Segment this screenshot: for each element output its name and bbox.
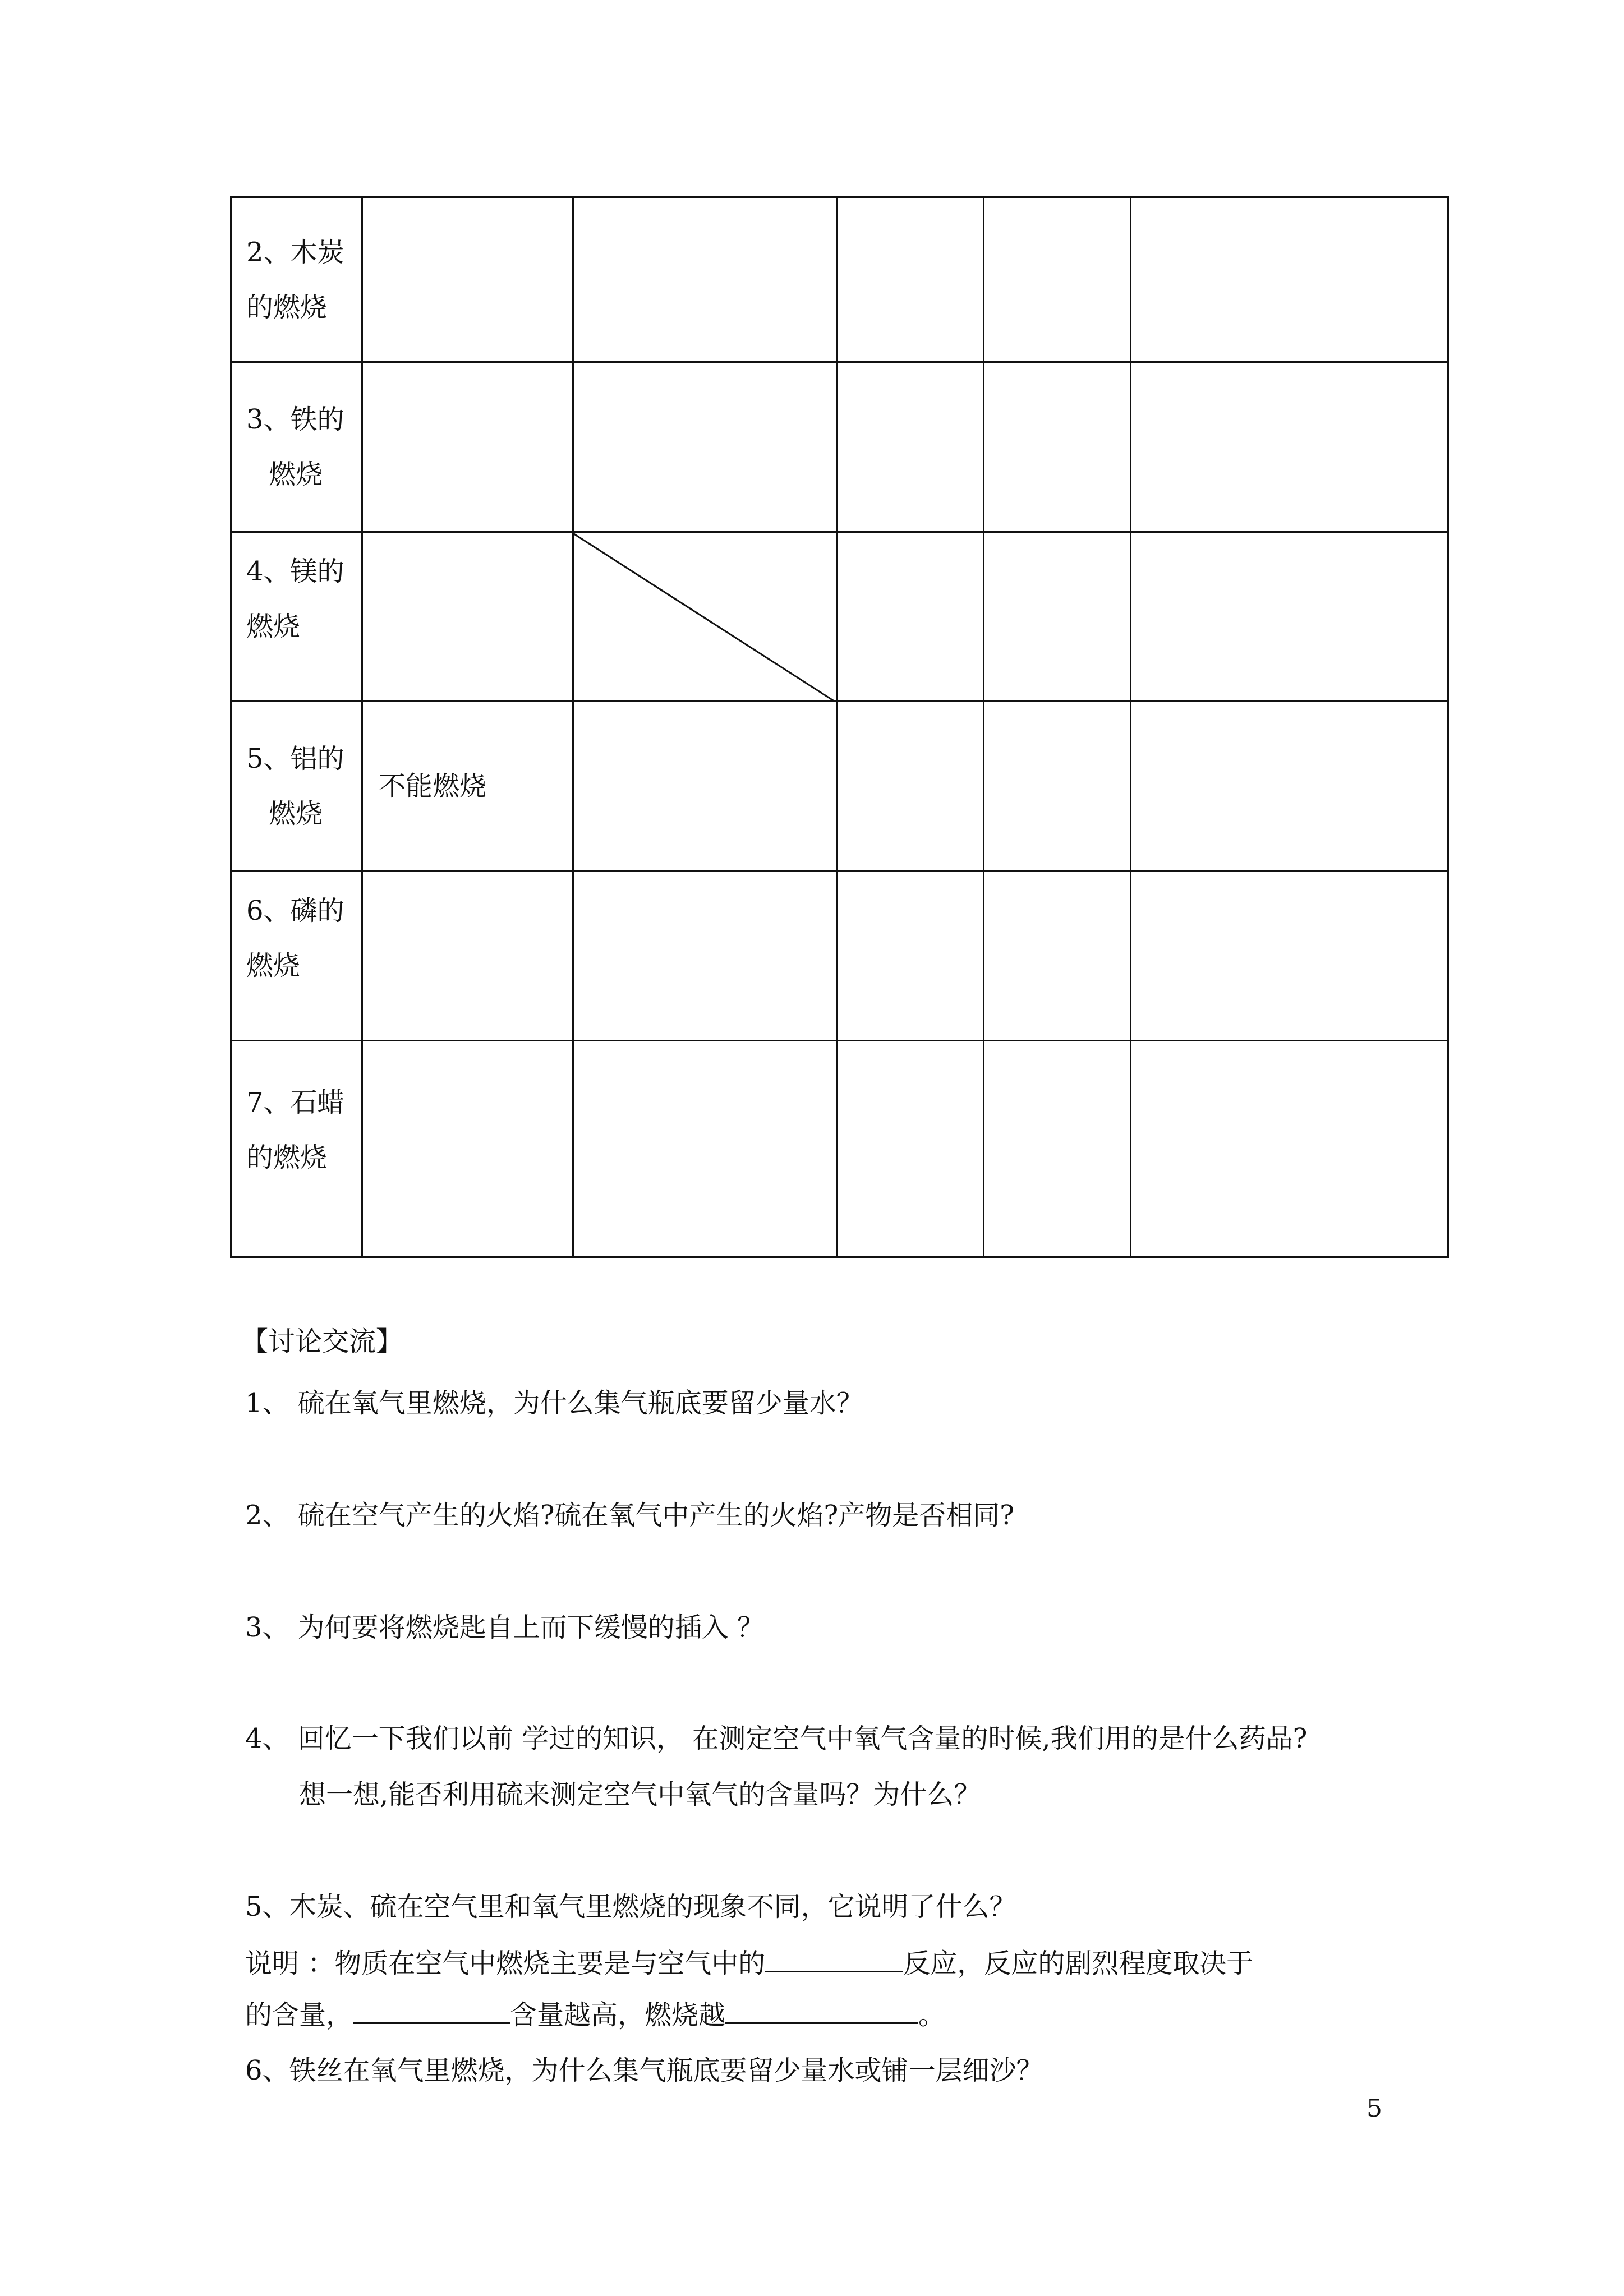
table-cell — [984, 532, 1131, 702]
question-6: 6、铁丝在氧气里燃烧，为什么集气瓶底要留少量水或铺一层细沙？ — [245, 2055, 1043, 2086]
row-label-cell — [231, 197, 362, 362]
row-label-cell — [231, 702, 362, 872]
explanation-text: 反应，反应的剧烈程度取决于 — [903, 1948, 1254, 1979]
fill-blank[interactable] — [353, 1998, 510, 2024]
table-row — [231, 197, 1448, 362]
row-label-line2: 燃烧 — [269, 459, 323, 490]
table-cell — [573, 1041, 837, 1257]
question-4-line1: 4、 回忆一下我们以前 学过的知识， 在测定空气中氧气含量的时候,我们用的是什么药品? — [245, 1723, 1308, 1754]
table-cell — [984, 362, 1131, 532]
table-cell — [362, 532, 573, 702]
table-cell — [362, 362, 573, 532]
table-cell — [837, 362, 984, 532]
question-3: 3、 为何要将燃烧匙自上而下缓慢的插入 ？ — [245, 1612, 765, 1643]
table-cell — [837, 702, 984, 872]
row-label-line1: 2、木炭 — [246, 236, 344, 268]
table-cell — [1131, 197, 1448, 362]
diagonal-crossed-cell — [573, 532, 837, 702]
table-cell — [573, 197, 837, 362]
table-cell — [837, 532, 984, 702]
explanation-line1 — [245, 1946, 1253, 1980]
explanation-line2 — [245, 1998, 945, 2032]
table-cell — [573, 702, 837, 872]
discussion-heading: 【讨论交流】 — [241, 1326, 403, 1357]
table-cell — [362, 197, 573, 362]
row-label-cell — [231, 362, 362, 532]
question-5: 5、木炭、硫在空气里和氧气里燃烧的现象不同，它说明了什么？ — [245, 1891, 1016, 1922]
table-row — [231, 362, 1448, 532]
row-label-cell — [231, 1041, 362, 1257]
explanation-text: 含量越高，燃烧越 — [510, 1999, 726, 2031]
row-label-cell — [231, 532, 362, 702]
row-label-line1: 6、磷的 — [246, 895, 344, 926]
explanation-text: 。 — [918, 1999, 946, 2031]
question-4-line2: 想一想,能否利用硫来测定空气中氧气的含量吗？为什么？ — [299, 1779, 981, 1810]
table-cell — [1131, 532, 1448, 702]
fill-blank[interactable] — [765, 1946, 903, 1972]
question-1: 1、 硫在氧气里燃烧，为什么集气瓶底要留少量水？ — [245, 1387, 863, 1419]
explanation-text: 的含量， — [245, 1999, 353, 2031]
table-cell — [1131, 872, 1448, 1041]
table-cell — [573, 872, 837, 1041]
row-label-line2: 燃烧 — [269, 798, 323, 829]
row-label-cell — [231, 872, 362, 1041]
table-cell — [984, 197, 1131, 362]
table-cell — [1131, 702, 1448, 872]
table-row — [231, 1041, 1448, 1257]
row-label-line1: 4、镁的 — [246, 556, 344, 587]
table-cell — [984, 702, 1131, 872]
table-cell — [362, 872, 573, 1041]
table-cell — [984, 1041, 1131, 1257]
table-cell — [1131, 362, 1448, 532]
table-cell — [984, 872, 1131, 1041]
table-cell-note: 不能燃烧 — [362, 702, 573, 872]
row-label-line1: 7、石蜡 — [246, 1087, 344, 1118]
table-row — [231, 702, 1448, 872]
table-cell — [362, 1041, 573, 1257]
experiment-table — [230, 196, 1449, 1258]
row-label-line1: 5、铝的 — [246, 743, 344, 774]
row-label-line2: 燃烧 — [246, 611, 301, 642]
question-2: 2、 硫在空气产生的火焰?硫在氧气中产生的火焰?产物是否相同? — [245, 1500, 1015, 1531]
row-label-line2: 燃烧 — [246, 950, 301, 981]
experiment-table-wrap — [230, 196, 1447, 1256]
table-cell — [837, 1041, 984, 1257]
table-cell — [837, 872, 984, 1041]
table-row — [231, 872, 1448, 1041]
fill-blank[interactable] — [725, 1998, 918, 2024]
row-label-line1: 3、铁的 — [246, 404, 344, 435]
table-row — [231, 532, 1448, 702]
explanation-text: 说明 ：物质在空气中燃烧主要是与空气中的 — [245, 1948, 766, 1979]
table-cell — [573, 362, 837, 532]
row-label-line2: 的燃烧 — [246, 1142, 328, 1173]
row-label-line2: 的燃烧 — [246, 291, 328, 323]
page-number: 5 — [1367, 2094, 1382, 2123]
table-cell — [1131, 1041, 1448, 1257]
table-cell — [837, 197, 984, 362]
